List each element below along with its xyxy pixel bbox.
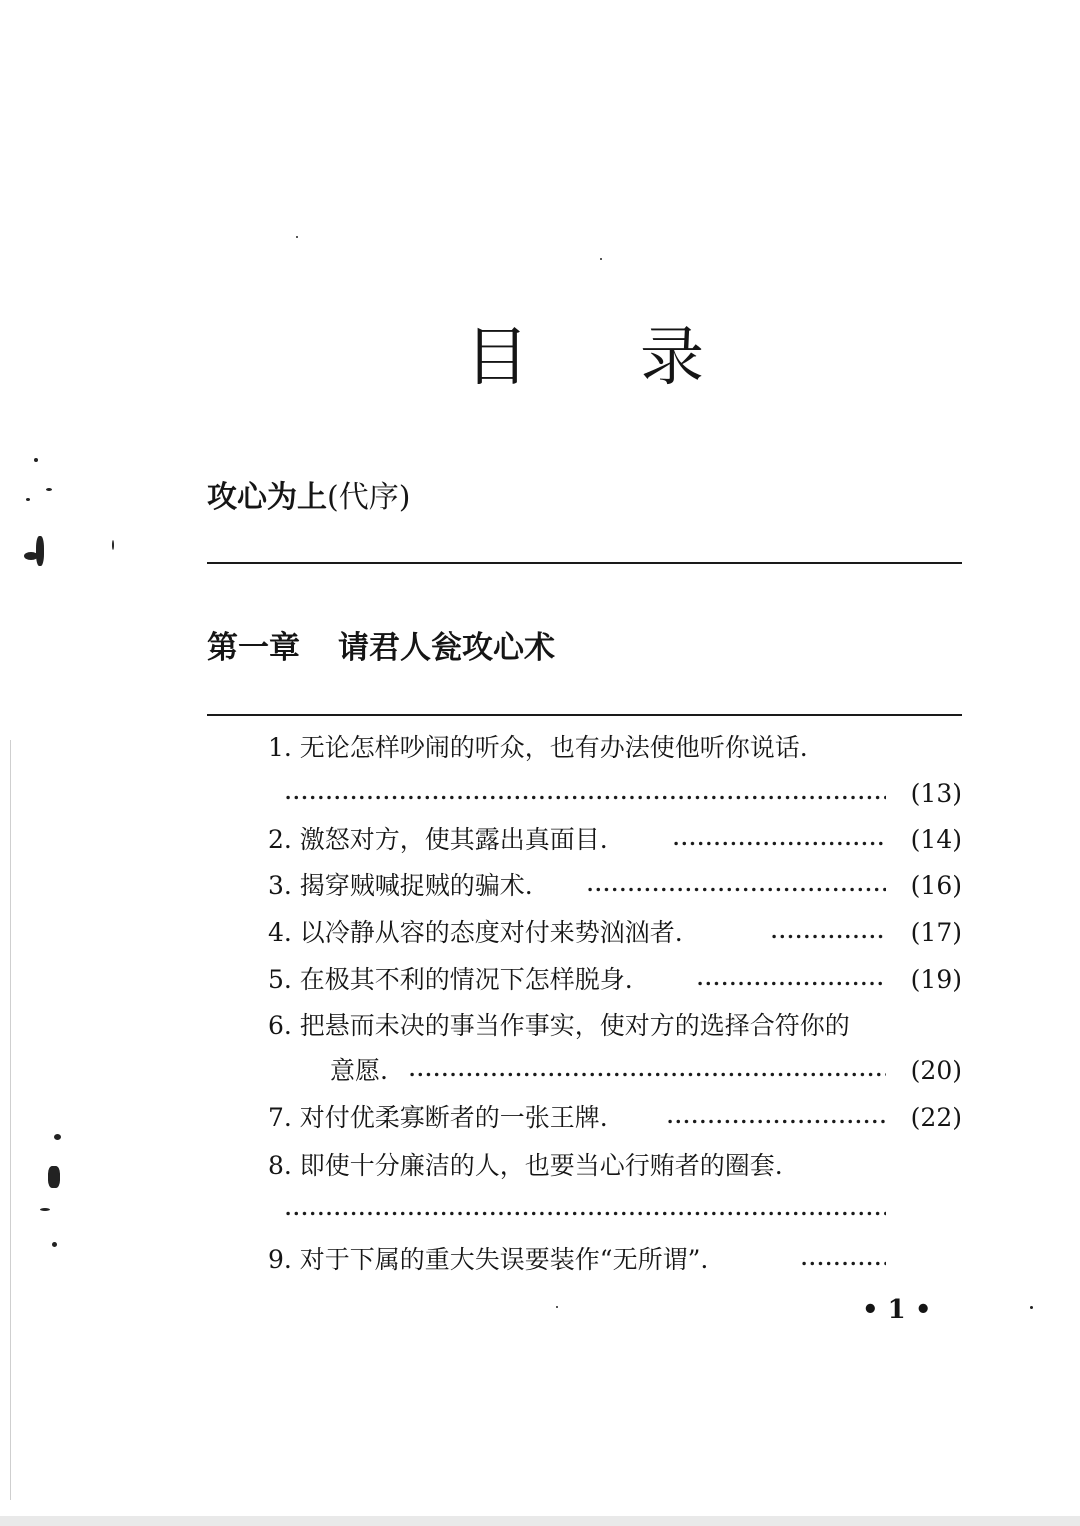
ink-speck — [24, 552, 38, 560]
dot-leader — [666, 1119, 886, 1124]
entry-page: (13) — [905, 774, 962, 814]
dot-leader — [770, 934, 886, 939]
ink-speck — [36, 536, 44, 566]
chapter-name: 请君人瓮攻心术 — [338, 630, 555, 666]
dot-leader — [672, 841, 886, 846]
ink-speck — [556, 1306, 558, 1308]
ink-speck — [46, 488, 52, 491]
entry-title: 2. 激怒对方，使其露出真面目. — [268, 820, 614, 860]
ink-speck — [112, 540, 114, 550]
divider-line — [207, 714, 962, 716]
entry-title: 9. 对于下属的重大失误要装作“无所谓”. — [268, 1240, 714, 1280]
entry-title: 3. 揭穿贼喊捉贼的骗术. — [268, 866, 539, 906]
preface-title: 攻心为上 — [207, 480, 327, 515]
ink-speck — [26, 498, 30, 501]
entry-page: (17) — [905, 913, 962, 953]
entry-title: 1. 无论怎样吵闹的听众，也有办法使他听你说话. — [268, 728, 814, 768]
ink-speck — [48, 1166, 60, 1188]
entry-page: (14) — [905, 820, 962, 860]
title-char: 目 — [465, 321, 529, 395]
entry-title: 5. 在极其不利的情况下怎样脱身. — [268, 960, 639, 1000]
toc-entry — [268, 728, 968, 814]
dot-leader — [800, 1261, 886, 1266]
page-title — [0, 318, 1080, 398]
entry-page: (20) — [905, 1051, 962, 1091]
toc-entry — [268, 1006, 968, 1091]
chapter-label: 第一章 — [207, 630, 300, 666]
ink-speck — [52, 1242, 57, 1247]
entry-page: (22) — [905, 1098, 962, 1138]
entry-title: 7. 对付优柔寡断者的一张王牌. — [268, 1098, 614, 1138]
ink-speck — [296, 236, 298, 238]
scan-edge-line — [10, 740, 11, 1500]
ink-speck — [40, 1208, 50, 1211]
entry-page: (19) — [905, 960, 962, 1000]
preface-entry — [207, 476, 410, 520]
entry-title: 8. 即使十分廉洁的人，也要当心行贿者的圈套. — [268, 1146, 789, 1186]
scan-bottom-band — [0, 1516, 1080, 1526]
ink-speck — [34, 458, 38, 462]
ink-speck — [1030, 1306, 1033, 1309]
dot-leader — [284, 795, 886, 800]
entry-page: (16) — [905, 866, 962, 906]
toc-entry — [268, 866, 968, 906]
dot-leader — [284, 1211, 886, 1216]
entry-title: 4. 以冷静从容的态度对付来势汹汹者. — [268, 913, 689, 953]
preface-note: (代序) — [327, 480, 411, 515]
toc-entry — [268, 1098, 968, 1138]
entry-title-continued: 意愿. — [330, 1051, 394, 1091]
chapter-heading — [207, 624, 555, 672]
toc-entry — [268, 913, 968, 953]
toc-entry — [268, 1146, 968, 1230]
title-char: 录 — [640, 321, 704, 395]
dot-leader — [696, 981, 886, 986]
divider-line — [207, 562, 962, 564]
entry-title: 6. 把悬而未决的事当作事实，使对方的选择合符你的 — [268, 1006, 856, 1046]
ink-speck — [600, 258, 602, 260]
page-number: • 1 • — [862, 1295, 932, 1325]
dot-leader — [408, 1072, 886, 1077]
toc-entry — [268, 1240, 968, 1280]
dot-leader — [586, 887, 886, 892]
toc-entry — [268, 960, 968, 1000]
toc-entry — [268, 820, 968, 860]
ink-speck — [54, 1134, 61, 1140]
